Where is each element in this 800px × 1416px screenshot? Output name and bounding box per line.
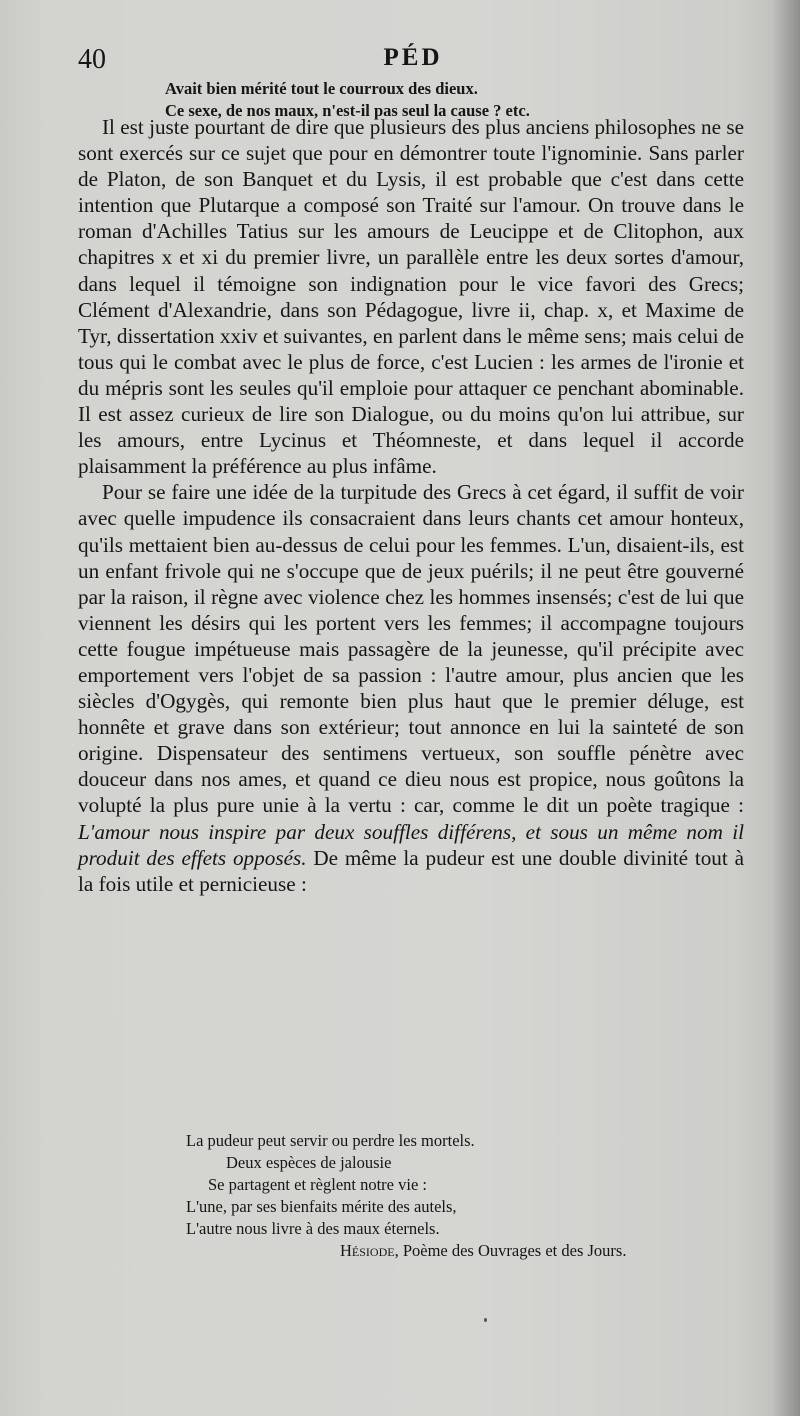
attribution-work: , Poème des Ouvrages et des Jours. xyxy=(394,1241,627,1260)
body-text xyxy=(78,114,744,897)
page-header xyxy=(78,44,748,78)
verse-line: L'autre nous livre à des maux éternels. xyxy=(186,1219,440,1238)
verse-line: L'une, par ses bienfaits mérite des autels, xyxy=(186,1197,457,1216)
italic-quotation: L'amour nous inspire par deux souffles différens, et sous un même nom il produit des effets opposés. xyxy=(78,819,744,870)
paragraph-2-text: Pour se faire une idée de la turpitude des Grecs à cet égard, il suffit de voir avec quelle impudence ils consacraient dans leurs chants cet amour honteux, qu'ils mettaient bien au-dessus de celui pour les femmes. L'un, disaient-ils, est un enfant frivole qui ne s'occupe que de jeux puérils; il ne peut être gouverné par la raison, il règne avec violence chez les hommes insensés; c'est de lui que viennent les désirs qui les portent vers les femmes; il accompagne toujours cette fougue impétueuse mais passagère de la jeunesse, qu'il précipite avec emportement vers l'objet de sa passion : l'autre amour, plus ancien que les siècles d'Ogygès, qui remonte bien plus haut que le premier déluge, est honnête et grave dans son extérieur; tout annonce en lui la sainteté de son origine. Dispensateur des sentimens vertueux, son souffle pénètre avec douceur dans nos ames, et quand ce dieu nous est propice, nous goûtons la volupté la plus pure unie à la vertu : car, comme le dit un poète tragique : xyxy=(78,480,744,818)
verse-line: Avait bien mérité tout le courroux des dieux. xyxy=(165,79,478,98)
page-number: 40 xyxy=(78,44,106,75)
paragraph-2-end: De même la pudeur est une double divinité tout à la fois utile et pernicieuse : xyxy=(78,845,744,896)
verse-line: La pudeur peut servir ou perdre les mortels. xyxy=(186,1131,475,1150)
paragraph-2 xyxy=(78,479,744,897)
verse-attribution xyxy=(186,1240,626,1262)
running-head: PÉD xyxy=(383,44,443,71)
attribution-author: Hésiode xyxy=(340,1241,395,1260)
verse-line: Ce sexe, de nos maux, n'est-il pas seul la cause ? etc. xyxy=(165,101,530,120)
verse-line: Se partagent et règlent notre vie : xyxy=(208,1175,427,1194)
page-edge-shadow xyxy=(772,0,800,1416)
paper-speck xyxy=(484,1318,487,1322)
verse-line: Deux espèces de jalousie xyxy=(226,1153,392,1172)
bottom-verse-quote xyxy=(186,1130,626,1262)
paragraph-1: Il est juste pourtant de dire que plusieurs des plus anciens philosophes ne se sont exercés sur ce sujet que pour en démontrer toute l'ignominie. Sans parler de Platon, de son Banquet et du Lysis, il est probable que c'est dans cette intention que Plutarque a composé son Traité sur l'amour. On trouve dans le roman d'Achilles Tatius sur les amours de Leucippe et de Clitophon, aux chapitres x et xi du premier livre, un parallèle entre les deux sortes d'amour, dans lequel il témoigne son indignation pour le vice favori des Grecs; Clément d'Alexandrie, dans son Pédagogue, livre ii, chap. x, et Maxime de Tyr, dissertation xxiv et suivantes, en parlent dans le même sens; mais celui de tous qui le combat avec le plus de force, c'est Lucien : les armes de l'ironie et du mépris sont les seules qu'il emploie pour attaquer ce penchant abominable. Il est assez curieux de lire son Dialogue, ou du moins qu'on lui attribue, sur les amours, entre Lycinus et Théomneste, et dans lequel il accorde plaisamment la préférence au plus infâme. xyxy=(78,115,744,479)
